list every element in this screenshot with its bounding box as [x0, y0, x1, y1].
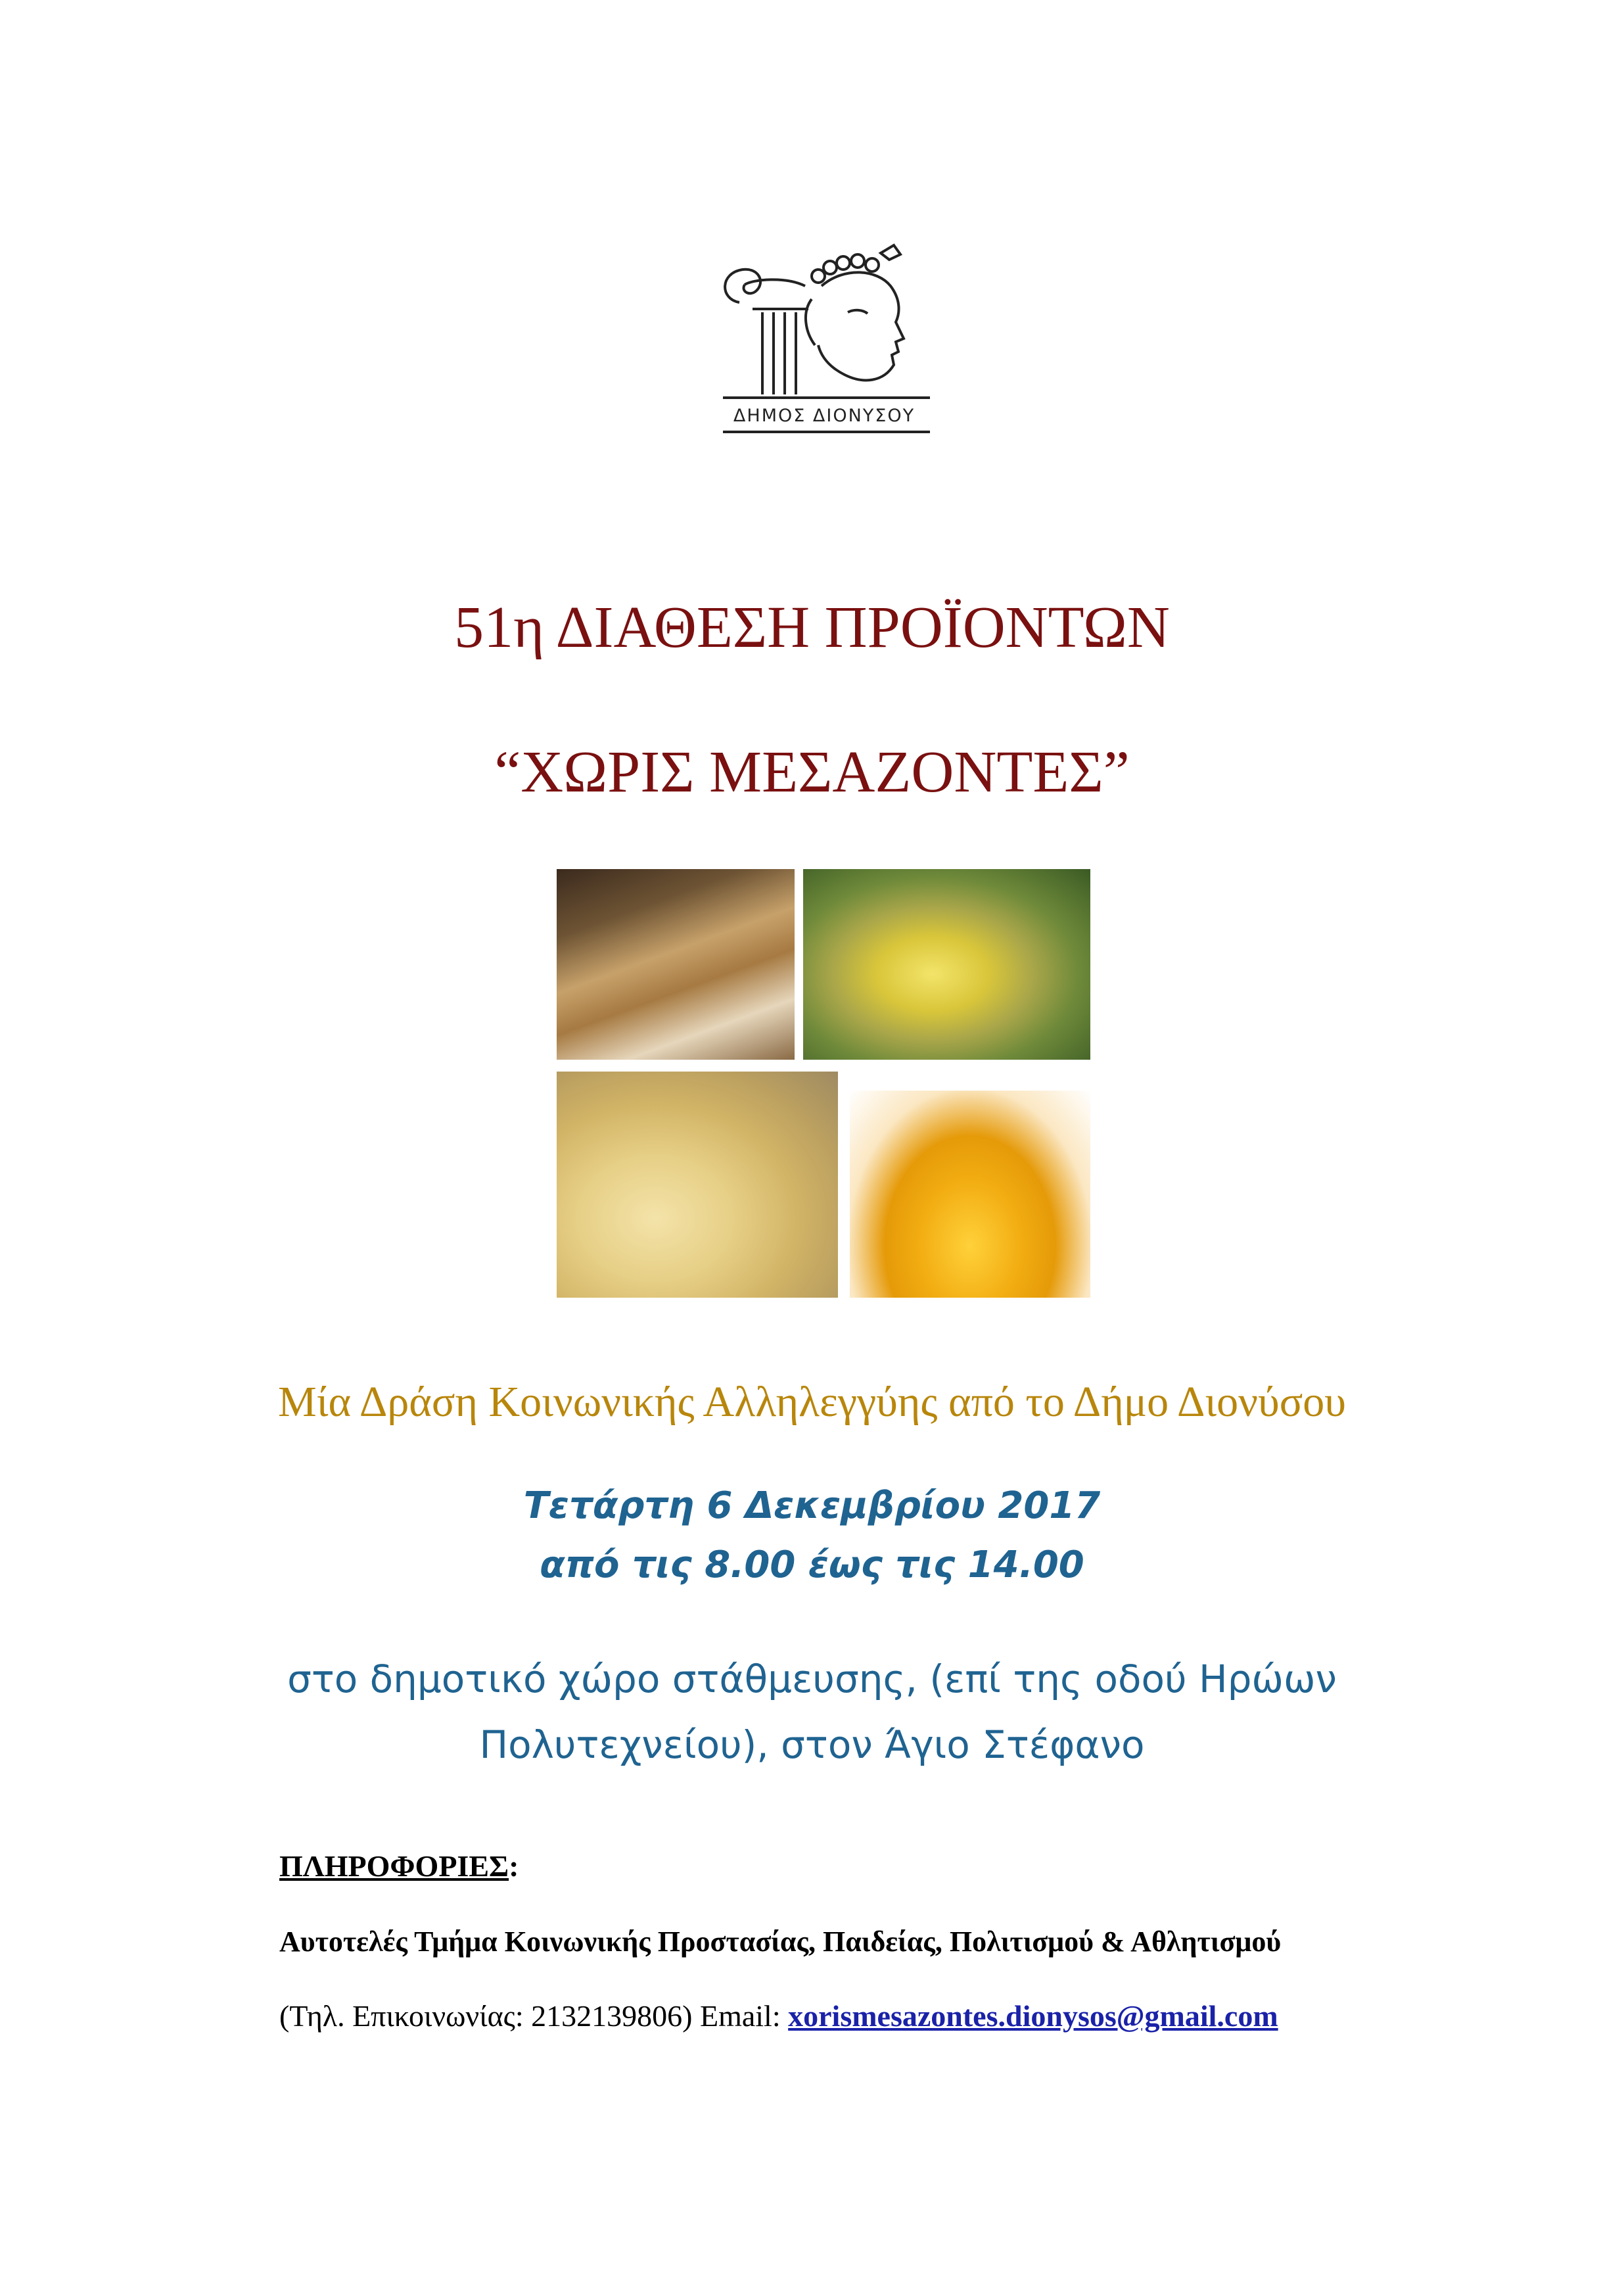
logo-text: ΔΗΜΟΣ ΔΙΟΝΥΣΟΥ — [733, 406, 916, 426]
email-link[interactable]: xorismesazontes.dionysos@gmail.com — [788, 1999, 1278, 2033]
contact-line — [279, 1998, 1278, 2033]
honey-photo — [850, 1091, 1090, 1298]
event-date: Τετάρτη 6 Δεκεμβρίου 2017 — [523, 1484, 1101, 1527]
contact-phone: (Τηλ. Επικοινωνίας: 2132139806) Email: — [279, 1999, 789, 2033]
info-heading-colon: : — [509, 1849, 519, 1883]
info-heading — [279, 1849, 519, 1883]
department-name: Αυτοτελές Τμήμα Κοινωνικής Προστασίας, Παιδείας, Πολιτισμού & Αθλητισμού — [279, 1925, 1282, 1958]
event-location-line1: στο δημοτικό χώρο στάθμευσης, (επί της οδού Ηρώων — [287, 1657, 1337, 1701]
wheat-and-grain-photo — [557, 869, 795, 1060]
municipality-logo — [713, 240, 940, 450]
product-photo-collage — [557, 869, 1090, 1298]
info-heading-label: ΠΛΗΡΟΦΟΡΙΕΣ — [279, 1849, 509, 1883]
event-time: από τις 8.00 έως τις 14.00 — [540, 1544, 1084, 1586]
solidarity-subtitle: Μία Δράση Κοινωνικής Αλληλεγγύης από το Δήμο Διονύσου — [278, 1378, 1346, 1426]
flyer-slogan: “ΧΩΡΙΣ ΜΕΣΑΖΟΝΤΕΣ” — [494, 740, 1130, 805]
pasta-photo — [557, 1072, 838, 1298]
event-location-line2: Πολυτεχνείου), στον Άγιο Στέφανο — [479, 1722, 1145, 1767]
olive-oil-spoon-photo — [803, 869, 1090, 1060]
flyer-title: 51η ΔΙΑΘΕΣΗ ΠΡΟΪΟΝΤΩΝ — [454, 595, 1170, 660]
